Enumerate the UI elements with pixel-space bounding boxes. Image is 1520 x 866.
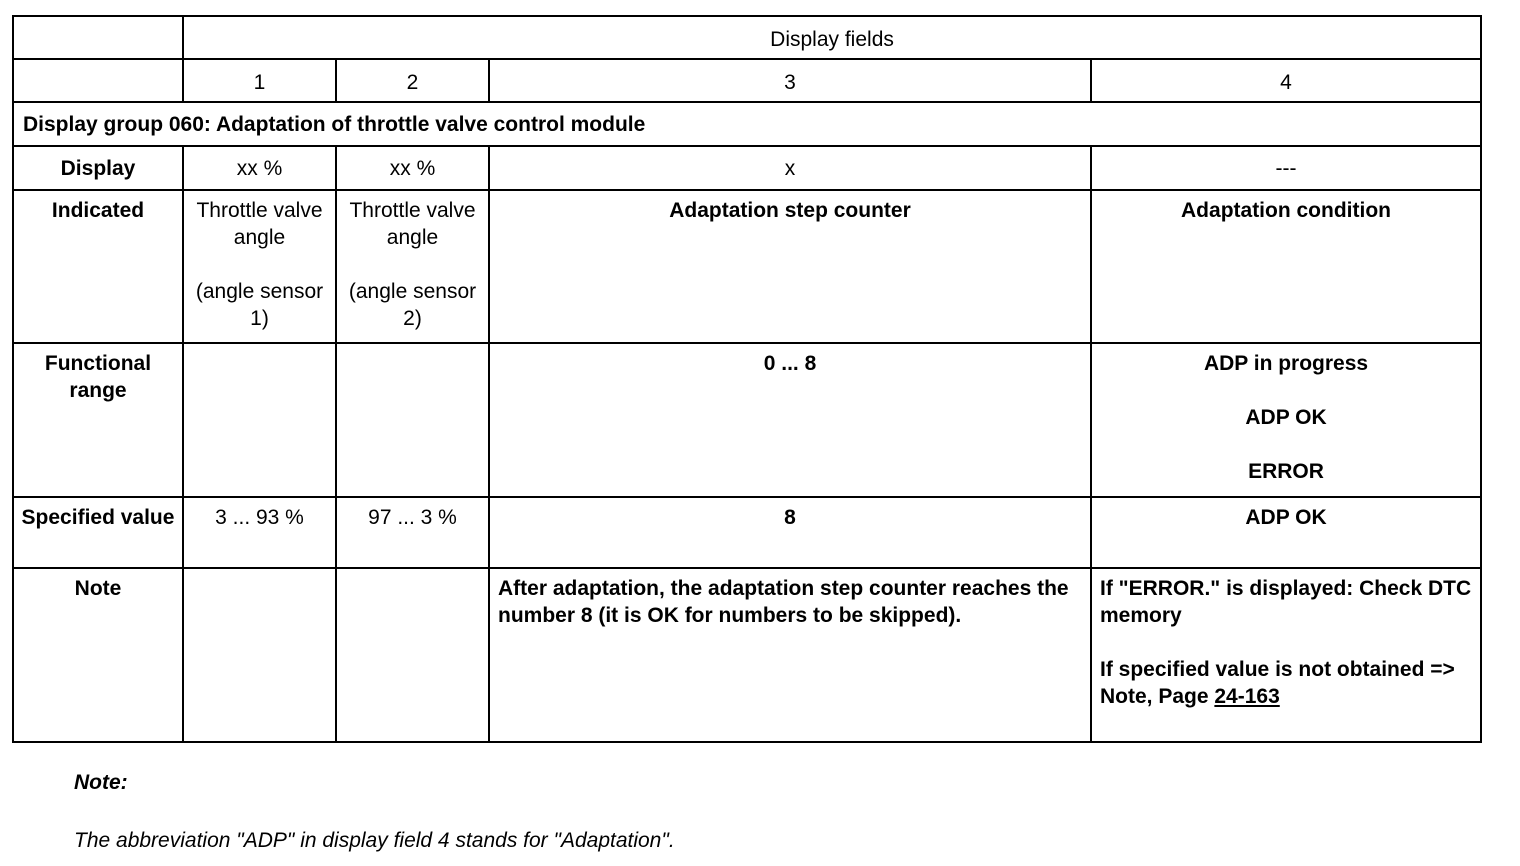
note-field-4 <box>1091 568 1481 742</box>
note-field-1 <box>183 568 336 742</box>
indicated-label: Indicated <box>13 190 183 343</box>
display-fields-header: Display fields <box>183 16 1481 59</box>
range-item-ok: ADP OK <box>1245 406 1327 429</box>
display-value-3: x <box>489 146 1091 190</box>
specified-value-row <box>13 497 1481 568</box>
header-row <box>13 16 1481 59</box>
note-error-text: If "ERROR." is displayed: Check DTC memory <box>1100 577 1472 627</box>
footnote-title: Note: <box>74 771 128 794</box>
indicated-field-2-name: Throttle valve angle <box>349 199 476 249</box>
field-number-4: 4 <box>1091 59 1481 102</box>
note-row <box>13 568 1481 742</box>
functional-range-field-4 <box>1091 343 1481 497</box>
indicated-field-1 <box>183 190 336 343</box>
specified-value-3: 8 <box>489 497 1091 568</box>
functional-range-row <box>13 343 1481 497</box>
indicated-field-3: Adaptation step counter <box>489 190 1091 343</box>
empty-corner-cell <box>13 59 183 102</box>
indicated-field-1-name: Throttle valve angle <box>196 199 323 249</box>
group-title-row <box>13 102 1481 146</box>
note-field-2 <box>336 568 489 742</box>
note-field-3: After adaptation, the adaptation step counter reaches the number 8 (it is OK for numbers to be skipped). <box>489 568 1091 742</box>
range-item-in-progress: ADP in progress <box>1203 352 1369 375</box>
display-value-2: xx % <box>336 146 489 190</box>
note-spec-text <box>1100 656 1474 710</box>
footnote-text: The abbreviation "ADP" in display field 4 stands for "Adaptation". <box>74 829 675 852</box>
measuring-value-table <box>12 15 1482 743</box>
indicated-field-2 <box>336 190 489 343</box>
specified-value-1: 3 ... 93 % <box>183 497 336 568</box>
indicated-field-2-sensor: (angle sensor 2) <box>348 280 477 330</box>
display-row <box>13 146 1481 190</box>
indicated-field-4: Adaptation condition <box>1091 190 1481 343</box>
empty-corner-cell <box>13 16 183 59</box>
field-number-3: 3 <box>489 59 1091 102</box>
functional-range-field-2 <box>336 343 489 497</box>
note-label: Note <box>13 568 183 742</box>
indicated-row <box>13 190 1481 343</box>
functional-range-field-3: 0 ... 8 <box>489 343 1091 497</box>
display-value-4: --- <box>1091 146 1481 190</box>
display-group-table <box>12 15 1480 743</box>
specified-value-2: 97 ... 3 % <box>336 497 489 568</box>
display-value-1: xx % <box>183 146 336 190</box>
field-number-1: 1 <box>183 59 336 102</box>
field-number-2: 2 <box>336 59 489 102</box>
note-spec-prefix: If specified value is not obtained => Note, Page <box>1100 658 1455 708</box>
functional-range-label: Functional range <box>13 343 183 497</box>
display-label: Display <box>13 146 183 190</box>
specified-value-4: ADP OK <box>1091 497 1481 568</box>
functional-range-field-1 <box>183 343 336 497</box>
group-title: Display group 060: Adaptation of throttle valve control module <box>13 102 1481 146</box>
range-item-error: ERROR <box>1248 460 1324 483</box>
page-link[interactable]: 24-163 <box>1214 685 1280 708</box>
field-number-row <box>13 59 1481 102</box>
indicated-field-1-sensor: (angle sensor 1) <box>195 280 324 330</box>
specified-value-label: Specified value <box>13 497 183 568</box>
